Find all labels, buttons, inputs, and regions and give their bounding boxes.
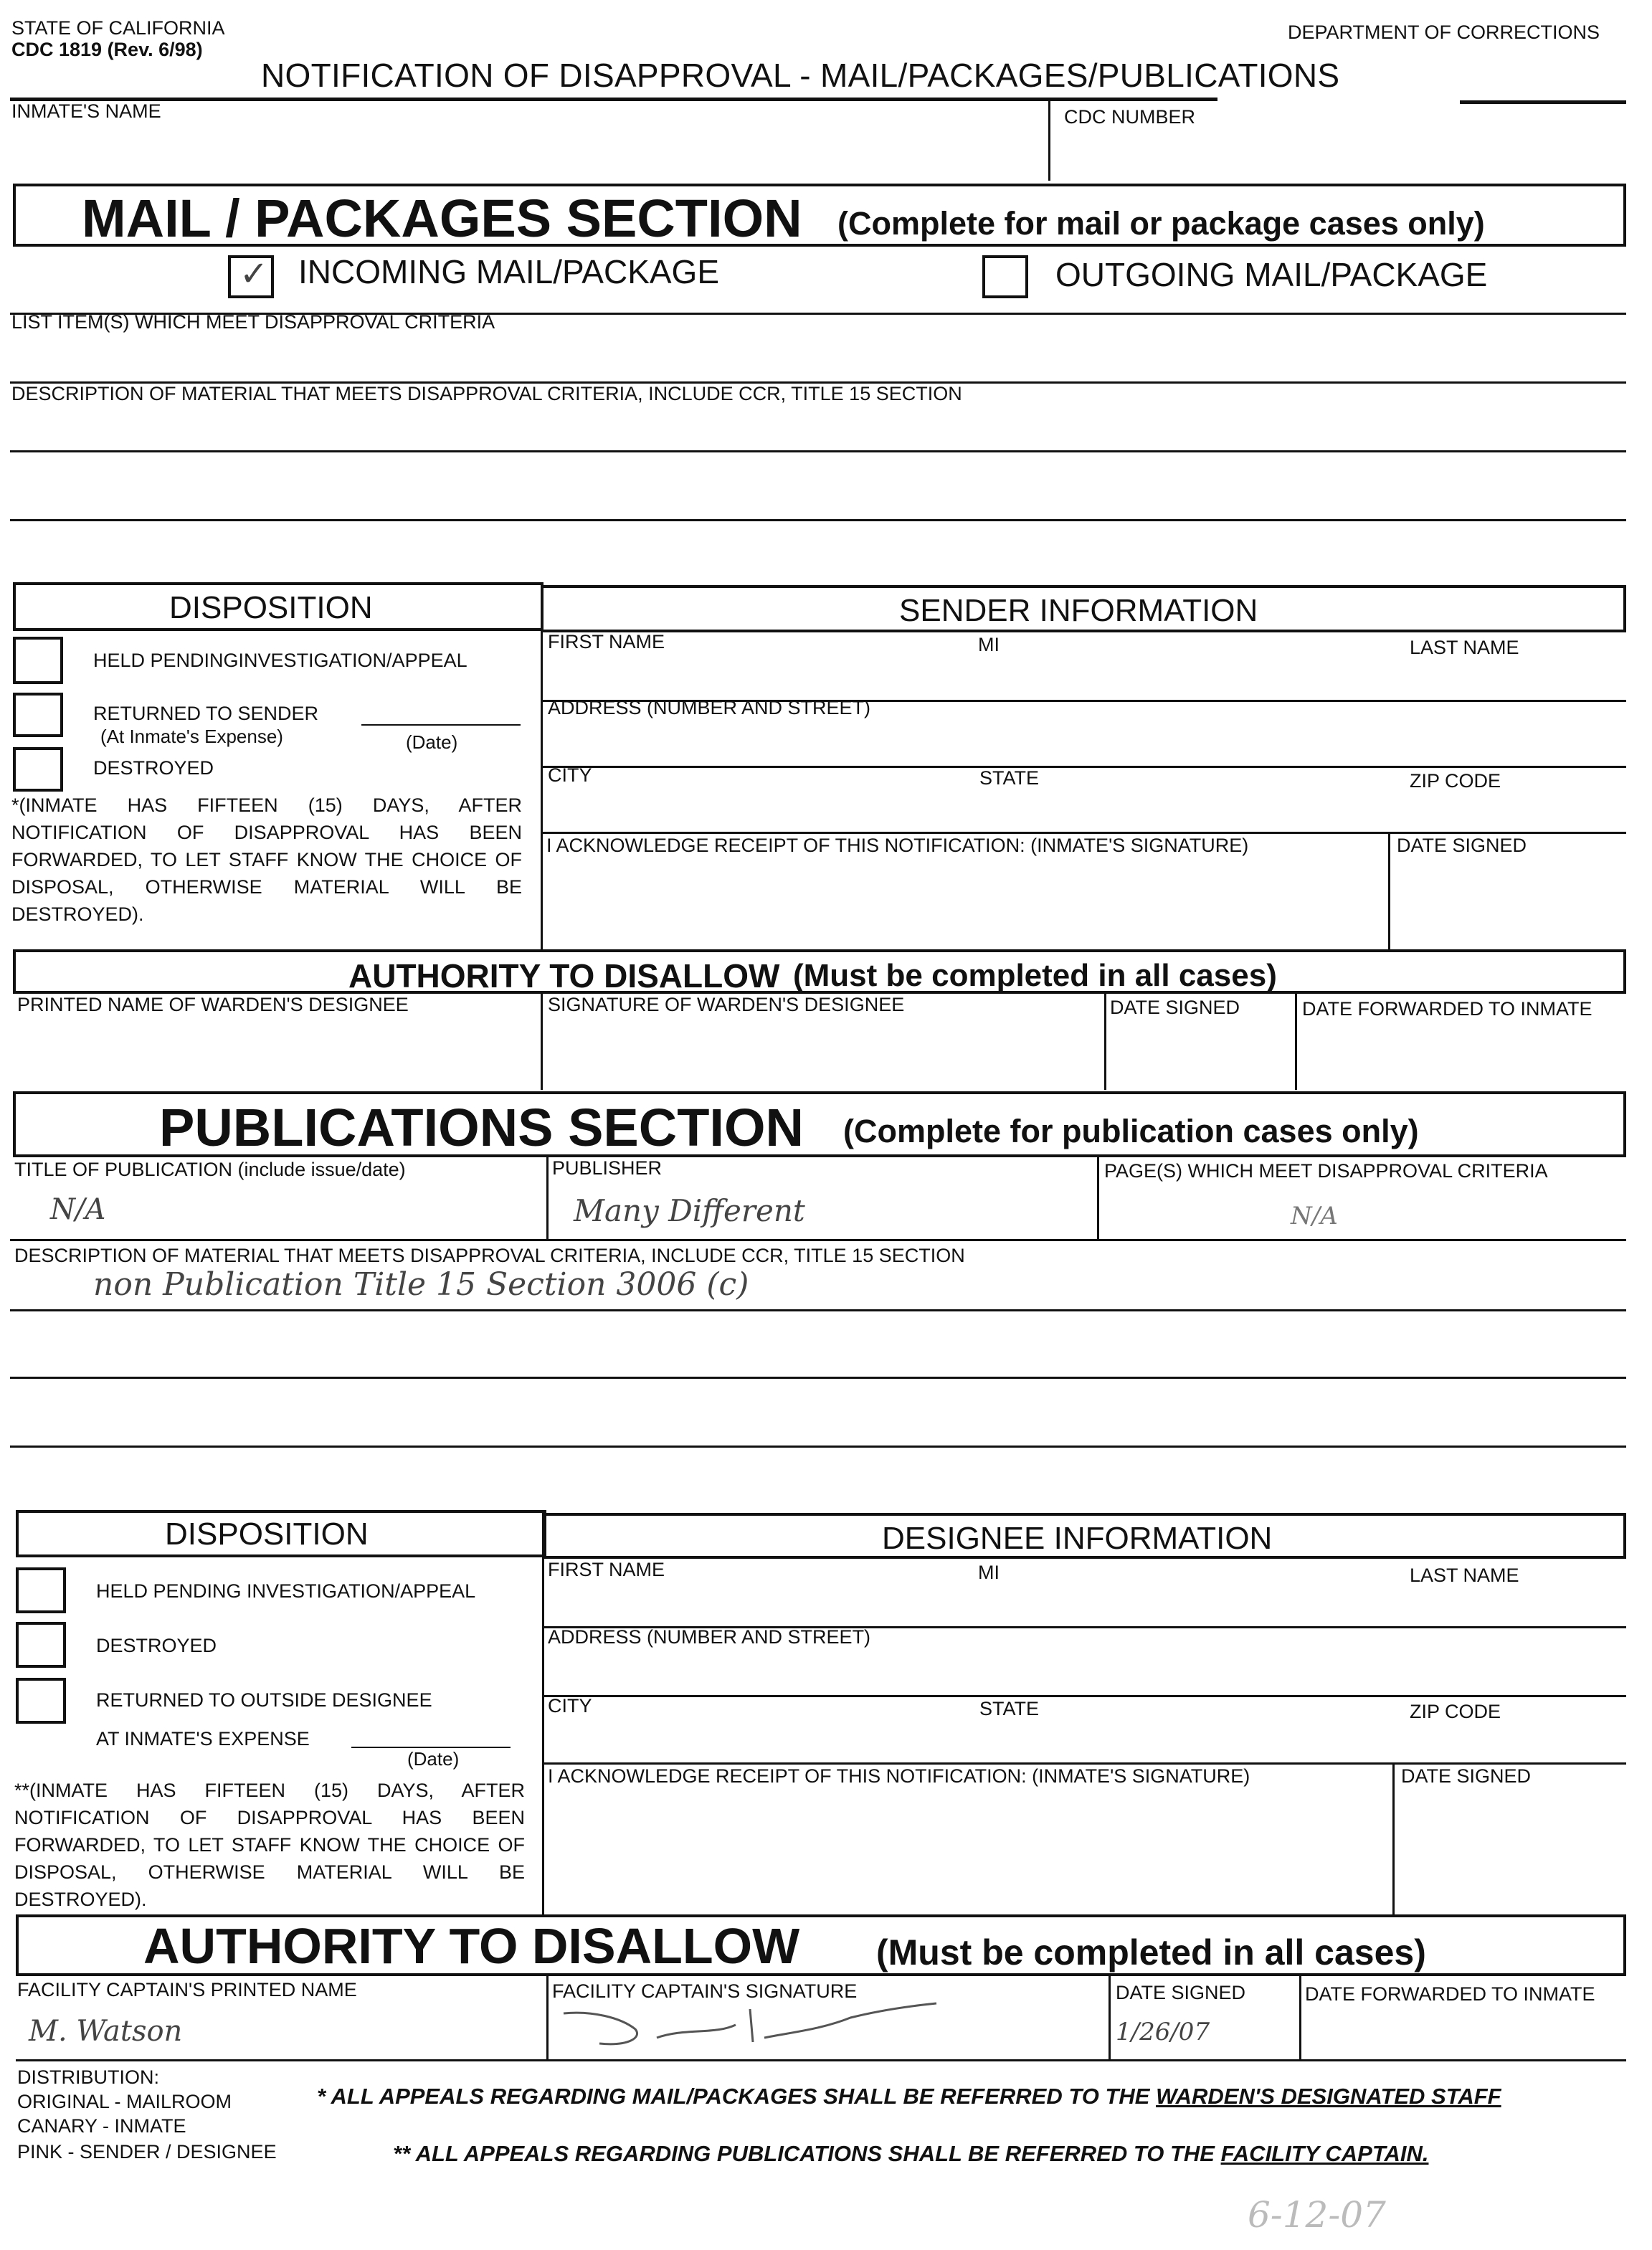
rule [16, 2059, 1626, 2061]
captain-signature-label: FACILITY CAPTAIN'S SIGNATURE [552, 1980, 858, 2002]
outgoing-label: OUTGOING MAIL/PACKAGE [1055, 256, 1488, 293]
rule [542, 1762, 1626, 1765]
pub-description-label: DESCRIPTION OF MATERIAL THAT MEETS DISAPPROVAL CRITERIA, INCLUDE CCR, TITLE 15 SECTION [14, 1245, 965, 1266]
mail-description-label: DESCRIPTION OF MATERIAL THAT MEETS DISAPPROVAL CRITERIA, INCLUDE CCR, TITLE 15 SECTION [11, 383, 962, 404]
pub-authority-header [16, 1914, 1626, 1976]
footer-note-mail-text: * ALL APPEALS REGARDING MAIL/PACKAGES SHALL BE REFERRED TO THE [317, 2084, 1157, 2109]
warden-printed-name-label: PRINTED NAME OF WARDEN'S DESIGNEE [17, 994, 409, 1015]
warden-date-signed-label: DATE SIGNED [1110, 997, 1240, 1018]
destroyed-label: DESTROYED [93, 757, 214, 779]
pub-disposition-header [16, 1510, 546, 1557]
title-underline [1460, 100, 1626, 104]
designee-zip-label: ZIP CODE [1410, 1701, 1501, 1722]
publications-section-header [13, 1091, 1626, 1157]
sender-zip-label: ZIP CODE [1410, 770, 1501, 792]
disposition-note: *(INMATE HAS FIFTEEN (15) DAYS, AFTER NOTIFICATION OF DISAPPROVAL HAS BEEN FORWARDED, TO LET STAFF KNOW THE CHOICE OF DISPOSAL, OTHERWISE MATERIAL WILL BE DESTROYED). [11, 794, 522, 925]
disposition-header [13, 582, 543, 631]
designee-last-name-label: LAST NAME [1410, 1565, 1519, 1586]
rule [541, 766, 1626, 768]
outgoing-checkbox[interactable] [982, 255, 1028, 298]
mail-authority-header [13, 949, 1626, 994]
cdc-number-label: CDC NUMBER [1064, 106, 1196, 128]
rule [10, 1309, 1626, 1311]
captain-date-signed-value: 1/26/07 [1116, 2018, 1210, 2046]
pub-held-label: HELD PENDING INVESTIGATION/APPEAL [96, 1580, 476, 1602]
designee-state-label: STATE [979, 1698, 1040, 1719]
footer-note-publications-text: ** ALL APPEALS REGARDING PUBLICATIONS SHALL BE REFERRED TO THE [393, 2141, 1221, 2166]
pub-disposition-note: **(INMATE HAS FIFTEEN (15) DAYS, AFTER NOTIFICATION OF DISAPPROVAL HAS BEEN FORWARDED, TO LET STAFF KNOW THE CHOICE OF DISPOSAL, OTHERWISE MATERIAL WILL BE DESTROYED). [14, 1780, 525, 1910]
designee-header [542, 1513, 1626, 1559]
captain-date-signed-label: DATE SIGNED [1116, 1982, 1246, 2003]
mail-section-header [13, 184, 1626, 247]
publisher-label: PUBLISHER [552, 1157, 663, 1179]
date-line [361, 724, 521, 726]
sender-last-name-label: LAST NAME [1410, 637, 1519, 658]
mail-section-title: MAIL / PACKAGES SECTION [82, 189, 802, 248]
form-title: NOTIFICATION OF DISAPPROVAL - MAIL/PACKAGES/PUBLICATIONS [261, 57, 1340, 94]
divider [1392, 1764, 1395, 1916]
department-label: DEPARTMENT OF CORRECTIONS [1288, 22, 1600, 43]
divider [1104, 992, 1106, 1090]
held-checkbox[interactable] [13, 637, 63, 684]
pub-returned-sub-label: AT INMATE'S EXPENSE [96, 1728, 310, 1750]
footer-note-mail [317, 2084, 1501, 2109]
mail-authority-subtitle: (Must be completed in all cases) [793, 958, 1277, 993]
checkmark-icon: ✓ [239, 254, 269, 294]
publications-section-subtitle: (Complete for publication cases only) [843, 1113, 1419, 1149]
warden-signature-label: SIGNATURE OF WARDEN'S DESIGNEE [548, 994, 905, 1015]
returned-sub-label: (At Inmate's Expense) [100, 726, 283, 747]
designee-first-name-label: FIRST NAME [548, 1559, 665, 1580]
divider [1299, 1976, 1301, 2061]
divider [1388, 833, 1390, 949]
distribution-canary: CANARY - INMATE [17, 2115, 186, 2137]
footer-note-publications-link: FACILITY CAPTAIN. [1220, 2141, 1429, 2166]
sender-mi-label: MI [978, 634, 1000, 655]
pub-held-checkbox[interactable] [16, 1567, 66, 1613]
rule [10, 519, 1626, 521]
form-number: CDC 1819 (Rev. 6/98) [11, 39, 203, 60]
pub-destroyed-checkbox[interactable] [16, 1622, 66, 1668]
warden-date-forwarded-label: DATE FORWARDED TO INMATE [1302, 998, 1592, 1020]
sender-header [541, 585, 1626, 632]
designee-date-signed-label: DATE SIGNED [1401, 1765, 1532, 1787]
sender-city-label: CITY [548, 764, 592, 786]
section-divider [542, 1557, 544, 1914]
pages-value: N/A [1291, 1202, 1338, 1230]
pub-authority-title: AUTHORITY TO DISALLOW [143, 1918, 800, 1974]
footer-note-publications [393, 2141, 1428, 2167]
designee-title: DESIGNEE INFORMATION [882, 1521, 1273, 1556]
cdc-divider [1048, 100, 1050, 181]
returned-label: RETURNED TO SENDER [93, 703, 319, 724]
divider [1109, 1976, 1111, 2061]
captain-date-forwarded-label: DATE FORWARDED TO INMATE [1305, 1983, 1595, 2005]
held-label: HELD PENDINGINVESTIGATION/APPEAL [93, 650, 467, 671]
captain-signature-scribble [549, 1996, 951, 2061]
incoming-checkbox[interactable] [228, 255, 274, 298]
distribution-original: ORIGINAL - MAILROOM [17, 2091, 232, 2112]
list-items-label: LIST ITEM(S) WHICH MEET DISAPPROVAL CRITERIA [11, 311, 495, 333]
state-label: STATE OF CALIFORNIA [11, 17, 225, 39]
inmate-name-label: INMATE'S NAME [11, 100, 161, 122]
rule [10, 1239, 1626, 1241]
rule [10, 1377, 1626, 1379]
sender-date-signed-label: DATE SIGNED [1397, 835, 1527, 856]
pub-returned-label: RETURNED TO OUTSIDE DESIGNEE [96, 1689, 432, 1711]
sender-first-name-label: FIRST NAME [548, 631, 665, 652]
distribution-label: DISTRIBUTION: [17, 2066, 160, 2088]
pub-title-value: N/A [50, 1193, 106, 1226]
returned-checkbox[interactable] [13, 693, 63, 737]
captain-printed-name-label: FACILITY CAPTAIN'S PRINTED NAME [17, 1979, 357, 2000]
pub-destroyed-label: DESTROYED [96, 1635, 217, 1656]
handwritten-date: 6-12-07 [1248, 2194, 1386, 2236]
rule [10, 1446, 1626, 1448]
sender-address-label: ADDRESS (NUMBER AND STREET) [548, 697, 871, 718]
rule [10, 450, 1626, 452]
pub-returned-checkbox[interactable] [16, 1678, 66, 1724]
divider [1295, 992, 1297, 1090]
footer-note-mail-link: WARDEN'S DESIGNATED STAFF [1156, 2084, 1501, 2109]
pub-disposition-title: DISPOSITION [165, 1516, 369, 1552]
rule [542, 1695, 1626, 1697]
pub-authority-subtitle: (Must be completed in all cases) [876, 1932, 1426, 1973]
designee-address-label: ADDRESS (NUMBER AND STREET) [548, 1626, 871, 1648]
date-label: (Date) [406, 731, 458, 753]
designee-acknowledge-label: I ACKNOWLEDGE RECEIPT OF THIS NOTIFICATION: (INMATE'S SIGNATURE) [548, 1765, 1250, 1787]
section-divider [541, 631, 543, 949]
pub-description-value: non Publication Title 15 Section 3006 (c) [93, 1266, 749, 1303]
publications-section-title: PUBLICATIONS SECTION [159, 1098, 804, 1157]
incoming-label: INCOMING MAIL/PACKAGE [298, 253, 720, 290]
distribution-pink: PINK - SENDER / DESIGNEE [17, 2141, 277, 2163]
disposition-title: DISPOSITION [169, 590, 373, 625]
divider [546, 1976, 549, 2061]
mail-section-subtitle: (Complete for mail or package cases only) [837, 205, 1485, 242]
designee-mi-label: MI [978, 1562, 1000, 1583]
pages-label: PAGE(S) WHICH MEET DISAPPROVAL CRITERIA [1104, 1160, 1548, 1182]
mail-authority-title: AUTHORITY TO DISALLOW [348, 957, 780, 995]
publisher-value: Many Different [574, 1193, 805, 1228]
sender-acknowledge-label: I ACKNOWLEDGE RECEIPT OF THIS NOTIFICATION: (INMATE'S SIGNATURE) [546, 835, 1249, 856]
designee-city-label: CITY [548, 1695, 592, 1717]
sender-state-label: STATE [979, 767, 1040, 789]
pub-date-label: (Date) [407, 1748, 460, 1770]
destroyed-checkbox[interactable] [13, 747, 63, 792]
sender-title: SENDER INFORMATION [899, 593, 1258, 628]
divider [546, 1156, 549, 1240]
rule [541, 832, 1626, 834]
divider [1097, 1156, 1099, 1240]
pub-title-label: TITLE OF PUBLICATION (include issue/date) [14, 1159, 406, 1180]
header-rule [10, 98, 1217, 101]
captain-printed-name-value: M. Watson [29, 2015, 183, 2048]
divider [541, 992, 543, 1090]
